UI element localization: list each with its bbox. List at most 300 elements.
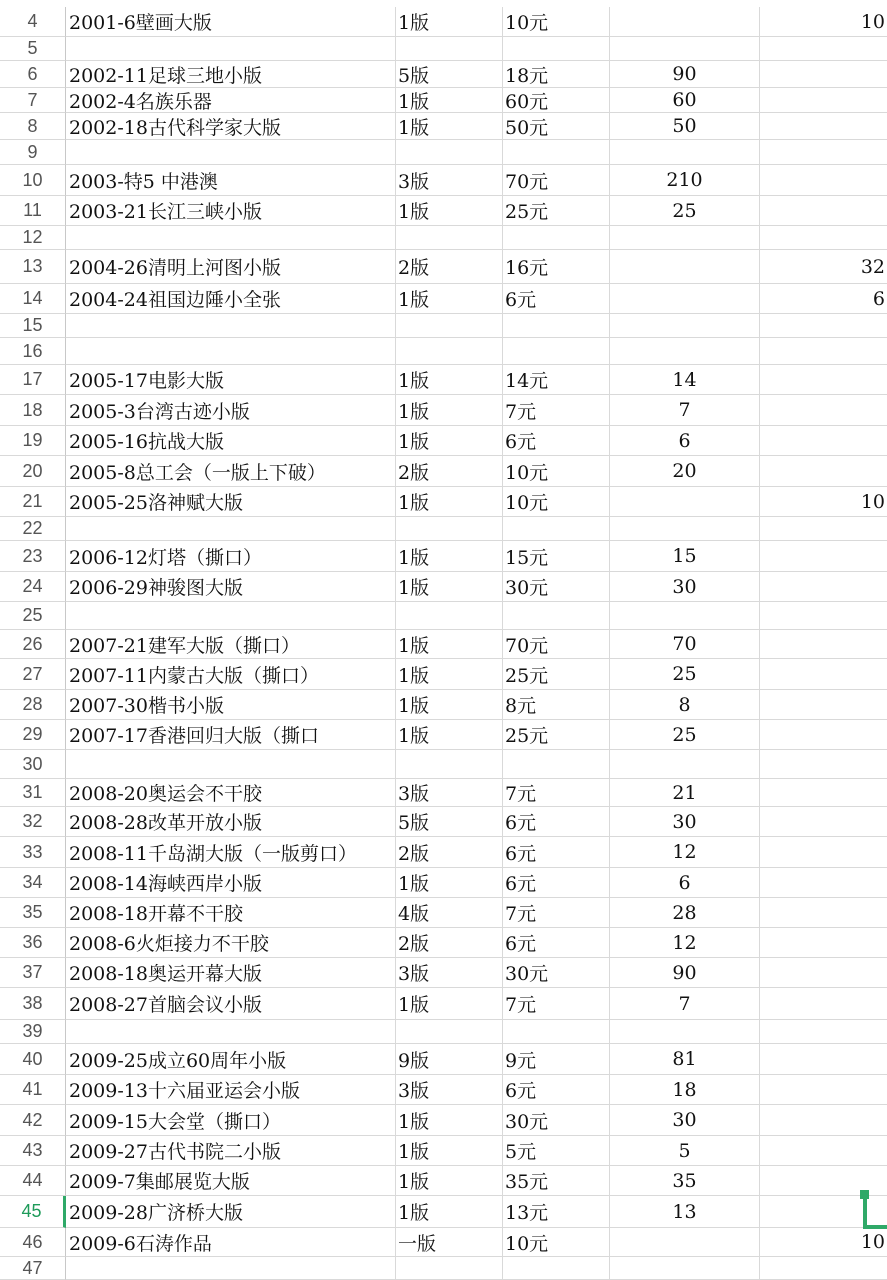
table-row: [0, 720, 887, 750]
cell-total-alt[interactable]: [760, 1257, 887, 1280]
table-row: [0, 1105, 887, 1136]
row-header[interactable]: 6: [0, 61, 66, 88]
row-header[interactable]: 45: [0, 1196, 66, 1228]
cell-unit-price[interactable]: 6元: [503, 284, 610, 314]
cell-total[interactable]: 20: [610, 456, 760, 487]
cell-total-alt[interactable]: [760, 338, 887, 365]
cell-total[interactable]: 6: [610, 868, 760, 898]
cell-unit-price[interactable]: [503, 1257, 610, 1280]
cell-item-name[interactable]: 2005-3台湾古迹小版: [66, 395, 396, 426]
cell-total[interactable]: 30: [610, 1105, 760, 1136]
row-header[interactable]: 7: [0, 88, 66, 113]
cell-item-name[interactable]: 2009-13十六届亚运会小版: [66, 1075, 396, 1105]
cell-item-name[interactable]: [66, 602, 396, 630]
cell-quantity[interactable]: [396, 517, 503, 541]
cell-unit-price[interactable]: [503, 37, 610, 61]
row-header[interactable]: 41: [0, 1075, 66, 1105]
cell-item-name[interactable]: 2008-14海峡西岸小版: [66, 868, 396, 898]
row-header[interactable]: 36: [0, 928, 66, 958]
cell-unit-price[interactable]: [503, 602, 610, 630]
table-row: [0, 958, 887, 988]
cell-total[interactable]: 5: [610, 1136, 760, 1166]
cell-item-name[interactable]: 2004-24祖国边陲小全张: [66, 284, 396, 314]
cell-total[interactable]: [610, 1228, 760, 1257]
cell-total[interactable]: [610, 517, 760, 541]
cell-total-alt[interactable]: [760, 690, 887, 720]
cell-total[interactable]: [610, 250, 760, 284]
cell-unit-price[interactable]: 25元: [503, 196, 610, 226]
cell-item-name[interactable]: 2007-30楷书小版: [66, 690, 396, 720]
cell-unit-price[interactable]: 10元: [503, 7, 610, 37]
cell-total-alt[interactable]: 32: [760, 250, 887, 284]
cell-total-alt[interactable]: [760, 958, 887, 988]
cell-total[interactable]: 30: [610, 807, 760, 837]
row-header[interactable]: 22: [0, 517, 66, 541]
cell-item-name[interactable]: 2006-12灯塔（撕口）: [66, 541, 396, 572]
table-row: [0, 572, 887, 602]
row-header[interactable]: 28: [0, 690, 66, 720]
row-header[interactable]: 18: [0, 395, 66, 426]
cell-unit-price[interactable]: 8元: [503, 690, 610, 720]
cell-item-name[interactable]: 2007-17香港回归大版（撕口: [66, 720, 396, 750]
cell-total[interactable]: 90: [610, 61, 760, 88]
row-header[interactable]: 19: [0, 426, 66, 456]
cell-item-name[interactable]: 2002-4名族乐器: [66, 88, 396, 113]
table-row: [0, 37, 887, 61]
cell-total[interactable]: 210: [610, 165, 760, 196]
cell-item-name[interactable]: [66, 140, 396, 165]
cell-quantity[interactable]: 2版: [396, 456, 503, 487]
cell-quantity[interactable]: [396, 37, 503, 61]
cell-total[interactable]: 90: [610, 958, 760, 988]
table-row: [0, 602, 887, 630]
cell-total-alt[interactable]: [760, 226, 887, 250]
cell-item-name[interactable]: 2002-18古代科学家大版: [66, 113, 396, 140]
cell-item-name[interactable]: [66, 750, 396, 779]
cell-quantity[interactable]: 1版: [396, 88, 503, 113]
cell-total[interactable]: [610, 37, 760, 61]
cell-quantity[interactable]: 3版: [396, 779, 503, 807]
cell-total[interactable]: [610, 1020, 760, 1044]
cell-unit-price[interactable]: 30元: [503, 958, 610, 988]
table-row: [0, 837, 887, 868]
table-row: [0, 61, 887, 88]
cell-item-name[interactable]: 2009-7集邮展览大版: [66, 1166, 396, 1196]
row-header[interactable]: 33: [0, 837, 66, 868]
cell-total[interactable]: 25: [610, 720, 760, 750]
table-row: [0, 487, 887, 517]
cell-total-alt[interactable]: [760, 517, 887, 541]
cell-unit-price[interactable]: 6元: [503, 1075, 610, 1105]
cell-quantity[interactable]: 1版: [396, 659, 503, 690]
cell-item-name[interactable]: 2009-28广济桥大版: [66, 1196, 396, 1228]
cell-quantity[interactable]: [396, 338, 503, 365]
cell-quantity[interactable]: 5版: [396, 61, 503, 88]
cell-quantity[interactable]: 1版: [396, 1166, 503, 1196]
cell-total[interactable]: [610, 750, 760, 779]
cell-total-alt[interactable]: [760, 898, 887, 928]
row-header[interactable]: 32: [0, 807, 66, 837]
cell-total-alt[interactable]: [760, 113, 887, 140]
cell-item-name[interactable]: 2008-20奥运会不干胶: [66, 779, 396, 807]
cell-total[interactable]: 70: [610, 630, 760, 659]
cell-unit-price[interactable]: 16元: [503, 250, 610, 284]
row-header[interactable]: 23: [0, 541, 66, 572]
cell-unit-price[interactable]: 25元: [503, 720, 610, 750]
cell-total[interactable]: [610, 7, 760, 37]
table-row: [0, 541, 887, 572]
row-header[interactable]: 29: [0, 720, 66, 750]
cell-total-alt[interactable]: [760, 988, 887, 1020]
table-row: [0, 338, 887, 365]
cell-unit-price[interactable]: 18元: [503, 61, 610, 88]
cell-unit-price[interactable]: 60元: [503, 88, 610, 113]
cell-item-name[interactable]: 2009-6石涛作品: [66, 1228, 396, 1257]
selection-fill-handle[interactable]: [859, 1189, 887, 1233]
cell-total[interactable]: [610, 284, 760, 314]
cell-unit-price[interactable]: 35元: [503, 1166, 610, 1196]
row-header[interactable]: 13: [0, 250, 66, 284]
cell-total-alt[interactable]: [760, 572, 887, 602]
cell-total-alt[interactable]: [760, 1105, 887, 1136]
cell-unit-price[interactable]: 6元: [503, 928, 610, 958]
table-row: [0, 365, 887, 395]
row-header[interactable]: 10: [0, 165, 66, 196]
table-row: [0, 196, 887, 226]
cell-total-alt[interactable]: [760, 868, 887, 898]
row-header[interactable]: 17: [0, 365, 66, 395]
cell-total-alt[interactable]: [760, 426, 887, 456]
cell-unit-price[interactable]: 6元: [503, 868, 610, 898]
cell-quantity[interactable]: 1版: [396, 487, 503, 517]
row-header[interactable]: 30: [0, 750, 66, 779]
cell-quantity[interactable]: 3版: [396, 1075, 503, 1105]
cell-total[interactable]: [610, 314, 760, 338]
cell-unit-price[interactable]: 10元: [503, 1228, 610, 1257]
cell-total-alt[interactable]: [760, 456, 887, 487]
cell-item-name[interactable]: 2008-28改革开放小版: [66, 807, 396, 837]
cell-total-alt[interactable]: [760, 1020, 887, 1044]
cell-total-alt[interactable]: 6: [760, 284, 887, 314]
cell-total[interactable]: 18: [610, 1075, 760, 1105]
cell-quantity[interactable]: 1版: [396, 988, 503, 1020]
cell-total[interactable]: 13: [610, 1196, 760, 1228]
row-header[interactable]: 21: [0, 487, 66, 517]
cell-item-name[interactable]: 2009-15大会堂（撕口）: [66, 1105, 396, 1136]
cell-total-alt[interactable]: 10: [760, 1228, 887, 1257]
cell-quantity[interactable]: 1版: [396, 572, 503, 602]
cell-quantity[interactable]: 一版: [396, 1228, 503, 1257]
cell-quantity[interactable]: 1版: [396, 365, 503, 395]
row-header[interactable]: 38: [0, 988, 66, 1020]
table-row: [0, 7, 887, 37]
cell-item-name[interactable]: 2007-11内蒙古大版（撕口）: [66, 659, 396, 690]
row-header[interactable]: 5: [0, 37, 66, 61]
row-header[interactable]: 16: [0, 338, 66, 365]
cell-item-name[interactable]: 2008-18奥运开幕大版: [66, 958, 396, 988]
row-header[interactable]: 43: [0, 1136, 66, 1166]
cell-total-alt[interactable]: [760, 928, 887, 958]
cell-item-name[interactable]: 2007-21建军大版（撕口）: [66, 630, 396, 659]
cell-item-name[interactable]: 2002-11足球三地小版: [66, 61, 396, 88]
table-row: [0, 1020, 887, 1044]
cell-unit-price[interactable]: 6元: [503, 837, 610, 868]
table-row: [0, 988, 887, 1020]
cell-total-alt[interactable]: [760, 720, 887, 750]
cell-item-name[interactable]: 2001-6壁画大版: [66, 7, 396, 37]
cell-quantity[interactable]: 1版: [396, 868, 503, 898]
cell-unit-price[interactable]: 7元: [503, 395, 610, 426]
cell-total-alt[interactable]: [760, 630, 887, 659]
cell-quantity[interactable]: 1版: [396, 395, 503, 426]
cell-total-alt[interactable]: [760, 1044, 887, 1075]
cell-quantity[interactable]: 1版: [396, 720, 503, 750]
cell-total-alt[interactable]: [760, 314, 887, 338]
cell-unit-price[interactable]: 7元: [503, 779, 610, 807]
cell-total-alt[interactable]: [760, 395, 887, 426]
row-header[interactable]: 35: [0, 898, 66, 928]
cell-quantity[interactable]: 9版: [396, 1044, 503, 1075]
cell-quantity[interactable]: 1版: [396, 7, 503, 37]
cell-quantity[interactable]: 1版: [396, 196, 503, 226]
cell-quantity[interactable]: [396, 226, 503, 250]
cell-quantity[interactable]: 2版: [396, 928, 503, 958]
row-header[interactable]: 14: [0, 284, 66, 314]
cell-quantity[interactable]: 1版: [396, 690, 503, 720]
row-header[interactable]: 34: [0, 868, 66, 898]
cell-total[interactable]: 12: [610, 928, 760, 958]
selection-border-bottom: [863, 1225, 887, 1229]
table-row: [0, 1228, 887, 1257]
row-header[interactable]: 11: [0, 196, 66, 226]
cell-total-alt[interactable]: [760, 659, 887, 690]
cell-quantity[interactable]: [396, 314, 503, 338]
cell-total[interactable]: [610, 1257, 760, 1280]
cell-quantity[interactable]: [396, 750, 503, 779]
cell-total-alt[interactable]: 10: [760, 487, 887, 517]
cell-quantity[interactable]: [396, 602, 503, 630]
table-row: [0, 1257, 887, 1280]
cell-total[interactable]: 8: [610, 690, 760, 720]
cell-total[interactable]: [610, 140, 760, 165]
cell-item-name[interactable]: 2005-8总工会（一版上下破）: [66, 456, 396, 487]
cell-total[interactable]: 7: [610, 395, 760, 426]
cell-total-alt[interactable]: [760, 365, 887, 395]
cell-item-name[interactable]: [66, 338, 396, 365]
cell-item-name[interactable]: 2003-特5 中港澳: [66, 165, 396, 196]
cell-unit-price[interactable]: 10元: [503, 487, 610, 517]
cell-item-name[interactable]: 2008-18开幕不干胶: [66, 898, 396, 928]
cell-total-alt[interactable]: 10: [760, 7, 887, 37]
cell-unit-price[interactable]: [503, 1020, 610, 1044]
cell-quantity[interactable]: 3版: [396, 165, 503, 196]
cell-quantity[interactable]: 1版: [396, 113, 503, 140]
cell-total-alt[interactable]: [760, 88, 887, 113]
cell-total-alt[interactable]: [760, 602, 887, 630]
cell-unit-price[interactable]: [503, 226, 610, 250]
cell-quantity[interactable]: 1版: [396, 1105, 503, 1136]
table-row: [0, 1136, 887, 1166]
cell-item-name[interactable]: [66, 37, 396, 61]
cell-unit-price[interactable]: [503, 140, 610, 165]
table-row: [0, 690, 887, 720]
row-header[interactable]: 46: [0, 1228, 66, 1257]
cell-total[interactable]: 14: [610, 365, 760, 395]
cell-item-name[interactable]: [66, 226, 396, 250]
cell-unit-price[interactable]: 13元: [503, 1196, 610, 1228]
cell-total-alt[interactable]: [760, 37, 887, 61]
cell-unit-price[interactable]: 7元: [503, 898, 610, 928]
cell-total-alt[interactable]: [760, 1075, 887, 1105]
row-header[interactable]: 24: [0, 572, 66, 602]
cell-total[interactable]: 25: [610, 196, 760, 226]
row-header[interactable]: 20: [0, 456, 66, 487]
cell-item-name[interactable]: 2009-25成立60周年小版: [66, 1044, 396, 1075]
row-header[interactable]: 40: [0, 1044, 66, 1075]
cell-item-name[interactable]: [66, 1257, 396, 1280]
cell-item-name[interactable]: [66, 1020, 396, 1044]
cell-total[interactable]: [610, 602, 760, 630]
cell-unit-price[interactable]: [503, 750, 610, 779]
cell-quantity[interactable]: 1版: [396, 541, 503, 572]
table-row: [0, 1075, 887, 1105]
table-row: [0, 165, 887, 196]
table-row: [0, 426, 887, 456]
cell-total[interactable]: 81: [610, 1044, 760, 1075]
table-row: [0, 928, 887, 958]
cell-unit-price[interactable]: 15元: [503, 541, 610, 572]
table-row: [0, 868, 887, 898]
cell-unit-price[interactable]: 70元: [503, 165, 610, 196]
cell-total[interactable]: 25: [610, 659, 760, 690]
cell-total[interactable]: 35: [610, 1166, 760, 1196]
row-header[interactable]: 42: [0, 1105, 66, 1136]
cell-item-name[interactable]: 2005-25洛神赋大版: [66, 487, 396, 517]
row-header[interactable]: 4: [0, 7, 66, 37]
cell-total[interactable]: 15: [610, 541, 760, 572]
row-header[interactable]: 44: [0, 1166, 66, 1196]
cell-total[interactable]: [610, 487, 760, 517]
cell-unit-price[interactable]: 10元: [503, 456, 610, 487]
cell-quantity[interactable]: 1版: [396, 284, 503, 314]
cell-quantity[interactable]: [396, 140, 503, 165]
row-header[interactable]: 25: [0, 602, 66, 630]
cell-total[interactable]: 6: [610, 426, 760, 456]
fill-handle-square[interactable]: [860, 1190, 869, 1199]
row-header[interactable]: 8: [0, 113, 66, 140]
cell-item-name[interactable]: 2008-11千岛湖大版（一版剪口）: [66, 837, 396, 868]
cell-unit-price[interactable]: 6元: [503, 807, 610, 837]
cell-item-name[interactable]: 2005-17电影大版: [66, 365, 396, 395]
cell-unit-price[interactable]: 30元: [503, 572, 610, 602]
row-header[interactable]: 47: [0, 1257, 66, 1280]
row-header[interactable]: 39: [0, 1020, 66, 1044]
cell-item-name[interactable]: [66, 314, 396, 338]
table-row: [0, 1166, 887, 1196]
cell-total[interactable]: 7: [610, 988, 760, 1020]
cell-total-alt[interactable]: [760, 807, 887, 837]
table-row: [0, 284, 887, 314]
cell-total-alt[interactable]: [760, 779, 887, 807]
cell-total[interactable]: 12: [610, 837, 760, 868]
cell-total[interactable]: 50: [610, 113, 760, 140]
cell-total[interactable]: [610, 226, 760, 250]
cell-unit-price[interactable]: [503, 338, 610, 365]
cell-quantity[interactable]: 2版: [396, 837, 503, 868]
row-header[interactable]: 9: [0, 140, 66, 165]
cell-total-alt[interactable]: [760, 196, 887, 226]
cell-item-name[interactable]: [66, 517, 396, 541]
cell-total-alt[interactable]: [760, 541, 887, 572]
cell-total[interactable]: [610, 338, 760, 365]
cell-total[interactable]: 21: [610, 779, 760, 807]
table-row: [0, 779, 887, 807]
table-row: [0, 807, 887, 837]
table-row: [0, 1196, 887, 1228]
cell-quantity[interactable]: 4版: [396, 898, 503, 928]
cell-total[interactable]: 60: [610, 88, 760, 113]
cell-unit-price[interactable]: 5元: [503, 1136, 610, 1166]
cell-unit-price[interactable]: 6元: [503, 426, 610, 456]
cell-item-name[interactable]: 2004-26清明上河图小版: [66, 250, 396, 284]
cell-item-name[interactable]: 2009-27古代书院二小版: [66, 1136, 396, 1166]
cell-total-alt[interactable]: [760, 61, 887, 88]
cell-total[interactable]: 28: [610, 898, 760, 928]
cell-total-alt[interactable]: [760, 1136, 887, 1166]
cell-item-name[interactable]: 2005-16抗战大版: [66, 426, 396, 456]
row-header[interactable]: 26: [0, 630, 66, 659]
cell-quantity[interactable]: 1版: [396, 1136, 503, 1166]
cell-total-alt[interactable]: [760, 750, 887, 779]
cell-unit-price[interactable]: 25元: [503, 659, 610, 690]
cell-quantity[interactable]: [396, 1257, 503, 1280]
cell-unit-price[interactable]: [503, 517, 610, 541]
cell-unit-price[interactable]: 70元: [503, 630, 610, 659]
row-header[interactable]: 31: [0, 779, 66, 807]
cell-quantity[interactable]: 1版: [396, 1196, 503, 1228]
row-header[interactable]: 12: [0, 226, 66, 250]
cell-total-alt[interactable]: [760, 837, 887, 868]
cell-total-alt[interactable]: [760, 165, 887, 196]
cell-unit-price[interactable]: 9元: [503, 1044, 610, 1075]
table-row: [0, 898, 887, 928]
cell-item-name[interactable]: 2003-21长江三峡小版: [66, 196, 396, 226]
cell-item-name[interactable]: 2008-6火炬接力不干胶: [66, 928, 396, 958]
cell-unit-price[interactable]: 30元: [503, 1105, 610, 1136]
row-header[interactable]: 27: [0, 659, 66, 690]
table-row: [0, 1044, 887, 1075]
table-row: [0, 314, 887, 338]
cell-quantity[interactable]: 5版: [396, 807, 503, 837]
cell-unit-price[interactable]: [503, 314, 610, 338]
cell-total-alt[interactable]: [760, 140, 887, 165]
cell-unit-price[interactable]: 7元: [503, 988, 610, 1020]
cell-quantity[interactable]: 1版: [396, 630, 503, 659]
cell-quantity[interactable]: 3版: [396, 958, 503, 988]
table-row: [0, 88, 887, 113]
cell-unit-price[interactable]: 14元: [503, 365, 610, 395]
cell-quantity[interactable]: 2版: [396, 250, 503, 284]
cell-total[interactable]: 30: [610, 572, 760, 602]
row-header[interactable]: 15: [0, 314, 66, 338]
table-row: [0, 250, 887, 284]
cell-item-name[interactable]: 2008-27首脑会议小版: [66, 988, 396, 1020]
cell-quantity[interactable]: 1版: [396, 426, 503, 456]
cell-unit-price[interactable]: 50元: [503, 113, 610, 140]
cell-quantity[interactable]: [396, 1020, 503, 1044]
row-header[interactable]: 37: [0, 958, 66, 988]
cell-item-name[interactable]: 2006-29神骏图大版: [66, 572, 396, 602]
